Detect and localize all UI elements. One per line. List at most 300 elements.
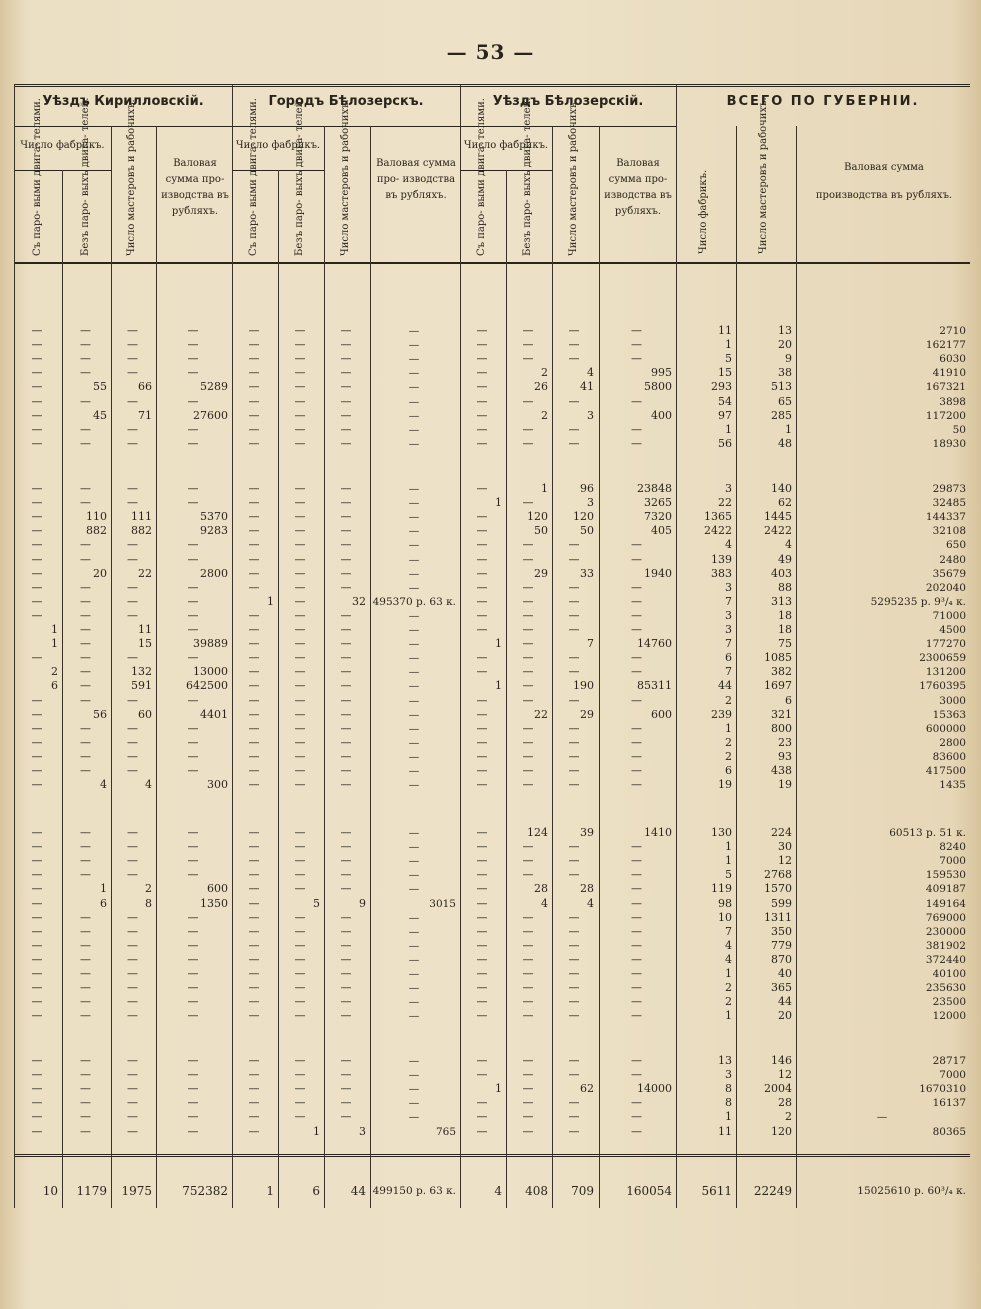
table-cell: 1435 — [939, 779, 966, 792]
table-cell: — — [568, 693, 580, 707]
table-row — [14, 967, 970, 981]
table-cell: — — [631, 394, 642, 408]
table-cell: — — [80, 693, 91, 707]
table-cell: 22 — [534, 707, 548, 721]
total-cell: 10 — [42, 1184, 58, 1198]
table-cell: — — [568, 995, 580, 1009]
table-cell: 1410 — [644, 826, 672, 839]
table-cell: — — [294, 594, 306, 608]
table-cell: — — [631, 924, 642, 938]
table-row — [14, 826, 970, 840]
table-cell: — — [522, 1009, 534, 1023]
table-cell: 285 — [771, 408, 792, 422]
table-cell: 995 — [651, 366, 672, 380]
table-cell: 41910 — [932, 367, 966, 380]
table-cell: 49 — [778, 552, 792, 566]
table-cell: 600000 — [925, 722, 966, 735]
table-cell: 7320 — [644, 510, 672, 524]
table-cell: — — [408, 609, 420, 622]
table-cell: 39889 — [193, 637, 228, 651]
table-cell: 1445 — [764, 510, 792, 524]
table-cell: — — [631, 594, 642, 608]
table-cell: — — [187, 952, 199, 966]
table-cell: — — [248, 938, 260, 952]
table-cell: — — [631, 1124, 642, 1138]
table-cell: — — [187, 552, 199, 566]
table-cell: — — [248, 482, 260, 495]
table-row — [14, 423, 970, 437]
table-cell: 383 — [711, 566, 732, 580]
table-cell: — — [631, 552, 642, 566]
table-cell: 22 — [718, 496, 732, 510]
table-cell: 1 — [495, 637, 502, 651]
table-cell: — — [568, 608, 580, 622]
table-cell: — — [31, 910, 43, 924]
table-cell: — — [408, 581, 420, 594]
table-cell: 38 — [778, 366, 792, 380]
table-cell: 139 — [711, 552, 732, 566]
table-cell: 71000 — [932, 609, 966, 622]
table-cell: 11 — [718, 324, 732, 337]
table-cell: — — [187, 924, 199, 938]
with-steam-header: Съ паро- выми двига- телями. — [476, 98, 487, 256]
table-cell: — — [248, 952, 260, 966]
table-cell: 85311 — [637, 679, 672, 693]
table-cell: — — [408, 750, 420, 763]
table-row — [14, 395, 970, 409]
table-cell: — — [294, 1009, 306, 1023]
table-cell: — — [568, 854, 580, 868]
table-cell: — — [294, 623, 306, 636]
table-cell: — — [187, 1009, 199, 1023]
table-cell: 96 — [580, 482, 594, 495]
table-cell: — — [31, 1124, 43, 1138]
table-cell: — — [408, 883, 420, 896]
table-cell: — — [568, 981, 580, 995]
table-cell: 1350 — [200, 896, 228, 910]
table-cell: — — [631, 910, 642, 924]
table-cell: — — [187, 608, 199, 622]
table-cell: 4500 — [939, 624, 966, 636]
table-cell: — — [568, 910, 580, 924]
table-cell: — — [631, 896, 642, 910]
table-cell: — — [522, 924, 534, 938]
table-cell: 400 — [651, 408, 672, 422]
table-row — [14, 750, 970, 764]
table-cell: — — [31, 608, 43, 622]
table-cell: — — [248, 882, 260, 896]
table-cell: — — [31, 981, 43, 995]
table-cell: 6 — [100, 896, 107, 910]
table-cell: — — [31, 938, 43, 952]
table-cell: — — [31, 482, 43, 495]
table-cell: 1 — [313, 1124, 320, 1138]
table-cell: 7 — [587, 637, 594, 651]
total-cell: 6 — [312, 1184, 320, 1198]
table-cell: 4401 — [200, 707, 228, 721]
table-cell: — — [127, 735, 138, 749]
table-cell: 39 — [580, 826, 594, 839]
table-cell: — — [127, 1110, 138, 1124]
table-cell: 111 — [131, 510, 152, 524]
total-cell: 15025610 р. 60³/₄ к. — [857, 1185, 966, 1197]
table-cell: — — [127, 538, 138, 552]
table-cell: — — [476, 352, 488, 366]
table-cell: — — [80, 749, 91, 763]
table-cell: 15363 — [932, 708, 966, 721]
table-cell: 8 — [725, 1096, 732, 1110]
table-cell: — — [294, 552, 306, 566]
table-cell: 32 — [352, 594, 366, 608]
table-cell: — — [522, 749, 534, 763]
table-cell: — — [187, 651, 199, 665]
table-cell: — — [568, 552, 580, 566]
table-cell: — — [294, 651, 306, 665]
table-cell: — — [294, 721, 306, 735]
table-cell: 2 — [785, 1110, 792, 1124]
table-row — [14, 409, 970, 423]
num-factories-header: Число фабрикъ. — [235, 140, 321, 151]
table-cell: 3 — [725, 1068, 732, 1082]
table-cell: 5289 — [200, 380, 228, 394]
table-row — [14, 736, 970, 750]
table-cell: — — [340, 679, 352, 693]
table-cell: — — [631, 967, 642, 980]
table-row — [14, 925, 970, 939]
table-cell: — — [80, 580, 91, 594]
table-cell: — — [187, 1110, 199, 1124]
table-cell: — — [31, 324, 43, 337]
table-cell: — — [248, 868, 260, 882]
table-cell: 202040 — [925, 581, 966, 594]
table-cell: — — [187, 826, 199, 839]
table-cell: — — [568, 538, 580, 552]
total-cell: 499150 р. 63 к. — [372, 1185, 456, 1197]
table-cell: 2800 — [939, 736, 966, 749]
table-cell: — — [294, 826, 306, 839]
table-cell: 23 — [778, 735, 792, 749]
table-cell: 1 — [785, 422, 792, 436]
workers-header: Число мастеровъ и рабочихъ. — [568, 99, 579, 256]
table-cell: 779 — [771, 938, 792, 952]
table-cell: — — [31, 1054, 43, 1067]
table-cell: 1 — [725, 1110, 732, 1124]
table-cell: — — [187, 693, 199, 707]
table-row — [14, 538, 970, 552]
table-cell: — — [187, 580, 199, 594]
table-cell: — — [568, 1124, 580, 1138]
table-cell: — — [522, 854, 534, 868]
table-cell: — — [340, 1082, 352, 1096]
table-cell: — — [248, 408, 260, 422]
table-cell: — — [631, 854, 642, 868]
table-cell: 19 — [778, 778, 792, 792]
table-cell: 60 — [138, 707, 152, 721]
table-cell: — — [80, 679, 91, 693]
table-cell: — — [187, 764, 199, 777]
table-cell: — — [80, 1068, 91, 1082]
table-cell: — — [340, 338, 352, 352]
table-cell: 9283 — [200, 524, 228, 538]
table-row — [14, 609, 970, 623]
table-cell: — — [248, 538, 260, 552]
table-cell: — — [127, 840, 138, 854]
table-cell: 2 — [541, 408, 548, 422]
table-cell: 54 — [718, 394, 732, 408]
table-cell: 1 — [495, 1082, 502, 1096]
table-cell: — — [408, 553, 420, 566]
table-cell: — — [631, 938, 642, 952]
table-cell: — — [522, 910, 534, 924]
table-cell: — — [522, 538, 534, 552]
total-workers-header: Число мастеровъ и рабочихъ. — [758, 97, 769, 254]
table-cell: — — [408, 722, 420, 735]
table-cell: 33 — [580, 566, 594, 580]
table-cell: — — [248, 854, 260, 868]
table-cell: — — [340, 380, 352, 394]
table-cell: — — [127, 352, 138, 366]
table-cell: 55 — [93, 380, 107, 394]
table-cell: 66 — [138, 380, 152, 394]
table-cell: — — [248, 1054, 260, 1067]
table-cell: — — [568, 594, 580, 608]
table-cell: — — [294, 981, 306, 995]
table-cell: 4 — [541, 896, 548, 910]
table-cell: — — [80, 338, 91, 352]
table-cell: — — [408, 1069, 420, 1082]
table-cell: — — [476, 938, 488, 952]
table-cell: — — [187, 496, 199, 510]
table-cell: 83600 — [932, 750, 966, 763]
table-cell: 13 — [778, 324, 792, 337]
table-cell: — — [522, 778, 534, 792]
table-cell: 12000 — [932, 1010, 966, 1023]
table-cell: 144337 — [925, 511, 966, 524]
table-cell: 2300659 — [919, 652, 966, 665]
table-cell: — — [522, 952, 534, 966]
table-cell: — — [522, 623, 534, 636]
table-cell: 1 — [725, 721, 732, 735]
table-cell: — — [31, 995, 43, 1009]
table-cell: — — [248, 422, 260, 436]
table-cell: — — [340, 651, 352, 665]
table-cell: 2 — [51, 665, 58, 679]
table-cell: — — [476, 910, 488, 924]
table-cell: — — [31, 749, 43, 763]
table-cell: — — [294, 924, 306, 938]
table-cell: — — [340, 566, 352, 580]
table-cell: — — [522, 608, 534, 622]
table-cell: — — [476, 1054, 488, 1067]
table-cell: 6 — [51, 679, 58, 693]
table-cell: — — [31, 778, 43, 792]
table-cell: — — [408, 367, 420, 380]
table-cell: 29 — [580, 707, 594, 721]
table-cell: — — [127, 324, 138, 337]
table-cell: 1 — [495, 679, 502, 693]
table-cell: — — [31, 580, 43, 594]
table-cell: — — [248, 566, 260, 580]
table-cell: — — [522, 580, 534, 594]
table-cell: 18 — [778, 608, 792, 622]
table-row — [14, 708, 970, 722]
table-cell: — — [631, 538, 642, 552]
table-cell: — — [80, 1096, 91, 1110]
table-cell: — — [248, 840, 260, 854]
table-cell: 591 — [131, 679, 152, 693]
table-cell: 381902 — [925, 939, 966, 952]
table-cell: 20 — [93, 566, 107, 580]
total-cell: 5611 — [701, 1184, 732, 1198]
table-row — [14, 868, 970, 882]
table-cell: 15 — [718, 366, 732, 380]
table-cell: — — [568, 721, 580, 735]
table-cell: — — [408, 483, 420, 495]
table-cell: — — [294, 436, 306, 450]
table-cell: — — [127, 868, 138, 882]
table-row — [14, 496, 970, 510]
table-cell: — — [31, 882, 43, 896]
table-cell: 1 — [725, 1009, 732, 1023]
table-cell: — — [31, 693, 43, 707]
table-cell: — — [340, 840, 352, 854]
table-cell: 60513 р. 51 к. — [889, 827, 966, 839]
table-cell: — — [340, 580, 352, 594]
table-cell: — — [31, 764, 43, 777]
table-cell: — — [80, 366, 91, 380]
total-cell: 752382 — [182, 1184, 228, 1198]
table-cell: — — [80, 552, 91, 566]
table-cell: — — [31, 366, 43, 380]
table-cell: 162177 — [925, 339, 966, 352]
table-cell: — — [476, 482, 488, 495]
table-cell: — — [408, 1111, 420, 1124]
table-cell: 15 — [138, 637, 152, 651]
table-cell: — — [294, 735, 306, 749]
table-row — [14, 882, 970, 896]
table-cell: 50 — [580, 524, 594, 538]
table-cell: — — [127, 594, 138, 608]
table-cell: 3265 — [644, 496, 672, 510]
table-cell: — — [522, 637, 534, 651]
table-cell: 18 — [778, 623, 792, 636]
table-cell: — — [31, 952, 43, 966]
table-cell: — — [80, 721, 91, 735]
table-cell: — — [408, 694, 420, 707]
table-cell: 110 — [86, 510, 107, 524]
table-cell: — — [294, 637, 306, 651]
table-cell: — — [631, 422, 642, 436]
table-row — [14, 665, 970, 679]
table-cell: — — [31, 422, 43, 436]
gross-header: Валовая сумма про- изводства въ рубляхъ. — [376, 158, 456, 201]
table-cell: — — [340, 764, 352, 777]
table-cell: — — [80, 651, 91, 665]
table-cell: 41 — [580, 380, 594, 394]
with-steam-header: Съ паро- выми двига- телями. — [32, 98, 43, 256]
table-cell: — — [248, 924, 260, 938]
table-cell: 2 — [725, 749, 732, 763]
table-cell: — — [522, 938, 534, 952]
table-cell: 765 — [435, 1125, 456, 1138]
table-row — [14, 679, 970, 693]
table-row — [14, 1054, 970, 1068]
table-cell: 5 — [725, 868, 732, 882]
table-row — [14, 567, 970, 581]
table-cell: — — [631, 995, 642, 1009]
table-cell: — — [631, 338, 642, 352]
table-cell: 23848 — [637, 482, 672, 495]
table-cell: — — [80, 594, 91, 608]
table-cell: — — [127, 693, 138, 707]
table-cell: — — [476, 538, 488, 552]
table-cell: — — [340, 868, 352, 882]
table-cell: — — [631, 868, 642, 882]
table-cell: 600 — [651, 707, 672, 721]
table-cell: — — [248, 679, 260, 693]
table-cell: — — [294, 324, 306, 337]
table-cell: — — [476, 749, 488, 763]
table-cell: — — [408, 827, 420, 839]
table-cell: — — [631, 1096, 642, 1110]
table-row — [14, 1009, 970, 1023]
table-cell: — — [408, 339, 420, 352]
table-cell: — — [631, 952, 642, 966]
table-cell: — — [408, 409, 420, 422]
table-cell: — — [294, 1096, 306, 1110]
total-cell: 160054 — [626, 1184, 672, 1198]
table-cell: 29 — [534, 566, 548, 580]
table-cell: 44 — [778, 995, 792, 1009]
table-cell: 159530 — [925, 869, 966, 882]
table-cell: — — [631, 693, 642, 707]
table-cell: — — [340, 749, 352, 763]
table-cell: 98 — [718, 896, 732, 910]
table-cell: — — [408, 567, 420, 580]
table-cell: — — [340, 967, 352, 980]
table-row — [14, 510, 970, 524]
table-cell: — — [408, 869, 420, 882]
table-cell: — — [631, 778, 642, 792]
table-cell: — — [476, 524, 488, 538]
table-cell: — — [294, 496, 306, 510]
table-cell: 235630 — [925, 982, 966, 995]
table-cell: 2 — [541, 366, 548, 380]
table-cell: 350 — [771, 924, 792, 938]
table-cell: — — [127, 1082, 138, 1096]
table-cell: — — [408, 680, 420, 693]
table-cell: 35679 — [932, 567, 966, 580]
table-cell: 11 — [718, 1124, 732, 1138]
table-cell: 1 — [51, 637, 58, 651]
table-cell: 599 — [771, 896, 792, 910]
table-cell: 50 — [952, 423, 966, 436]
table-cell: — — [187, 1124, 199, 1138]
table-cell: — — [568, 938, 580, 952]
table-row — [14, 840, 970, 854]
table-cell: — — [31, 436, 43, 450]
table-cell: — — [340, 510, 352, 524]
table-cell: — — [568, 1068, 580, 1082]
table-cell: 7000 — [939, 1069, 966, 1082]
table-row — [14, 1082, 970, 1096]
table-row — [14, 722, 970, 736]
table-cell: — — [522, 552, 534, 566]
table-cell: 97 — [718, 408, 732, 422]
table-cell: — — [568, 778, 580, 792]
table-cell: — — [522, 496, 534, 510]
table-cell: — — [476, 924, 488, 938]
